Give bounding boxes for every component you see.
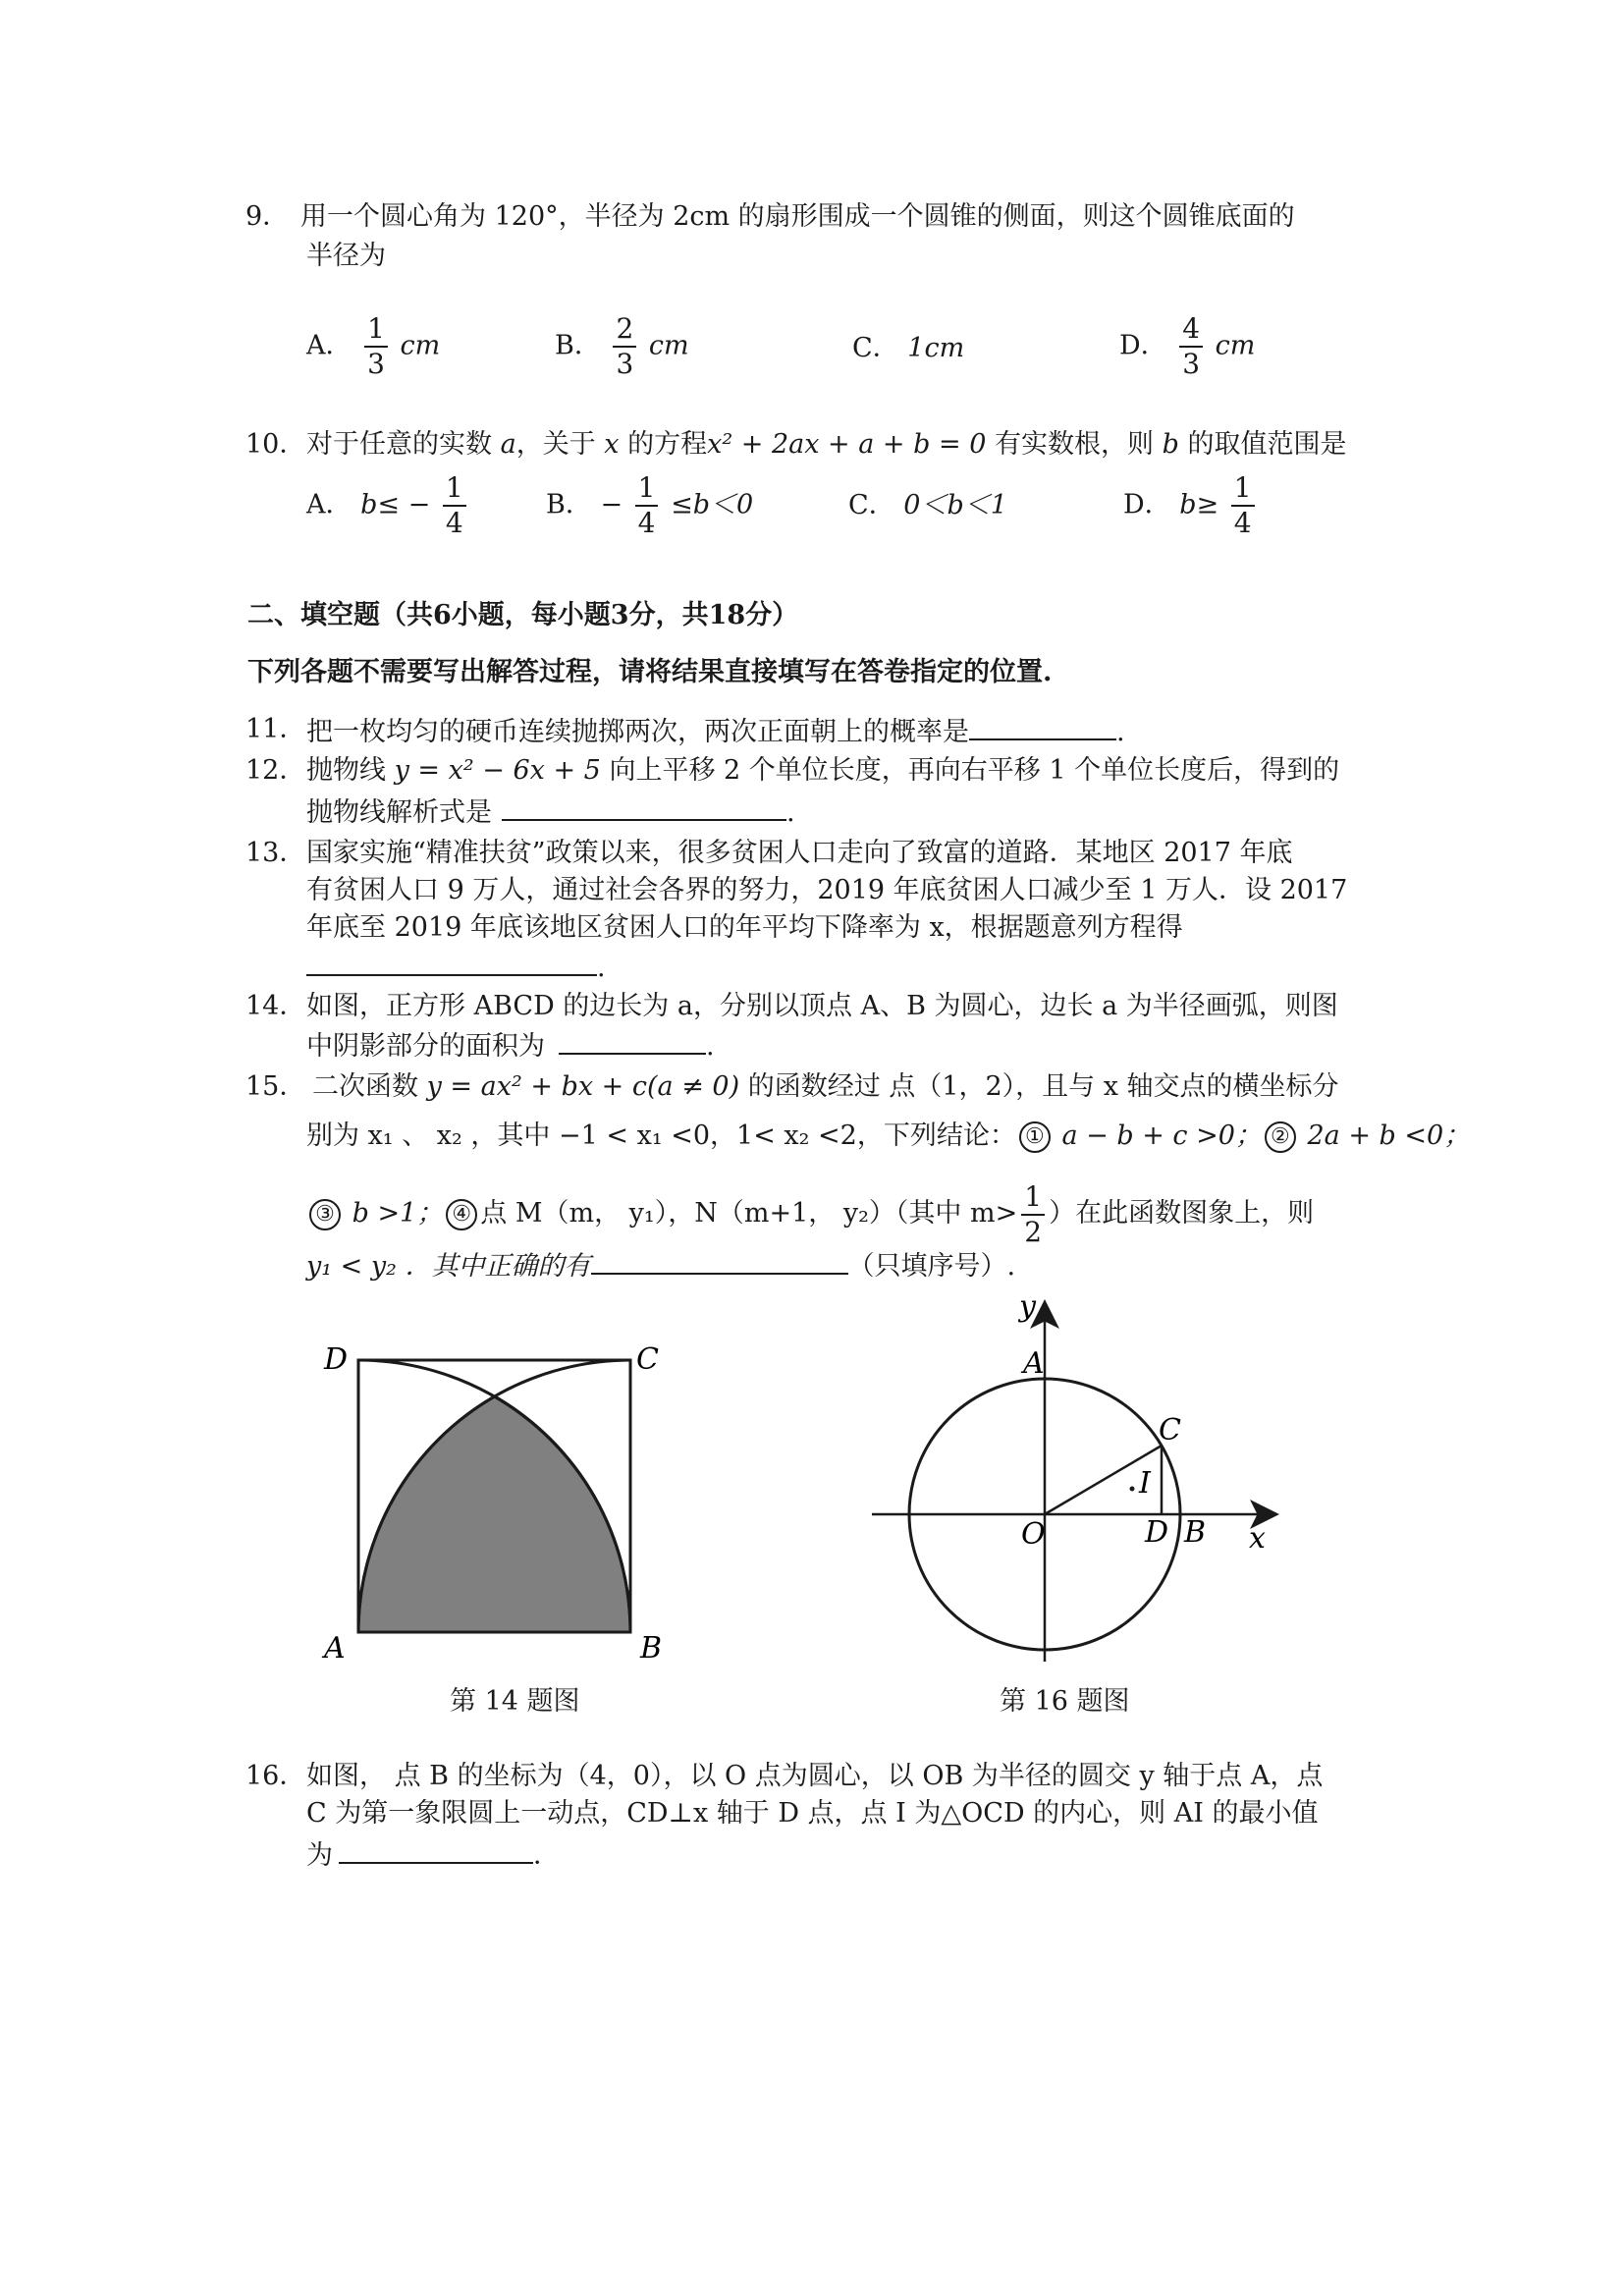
question-text: 如图，正方形 ABCD 的边长为 a，分别以顶点 A、B 为圆心，边长 a 为半径画弧，则图 (306, 991, 1338, 1021)
fraction (364, 312, 388, 381)
label-b: B (640, 1631, 663, 1666)
question-number: 11． (245, 714, 306, 744)
numerator: 1 (367, 312, 385, 345)
option-letter: B． (546, 489, 592, 520)
conclusion-marker: ④ (446, 1199, 477, 1230)
option-c[interactable] (852, 332, 964, 365)
variable: b (1162, 429, 1179, 460)
denominator: 3 (364, 346, 388, 381)
answer-blank[interactable] (591, 1247, 848, 1275)
text: 的函数经过 点（1，2），且与 x 轴交点的横坐标分 (739, 1071, 1339, 1102)
shaded-region (358, 1396, 630, 1632)
figure-14 (314, 1345, 668, 1679)
numerator: 1 (637, 471, 656, 504)
section-heading: 二、填空题（共6小题，每小题3分，共18分） (247, 600, 799, 630)
denominator: 3 (613, 346, 636, 381)
numerator: 1 (1233, 471, 1252, 504)
unit: cm (648, 330, 689, 361)
question-text: 年底至 2019 年底该地区贫困人口的年平均下降率为 x，根据题意列方程得 (306, 912, 1183, 943)
option-d[interactable] (1119, 312, 1255, 381)
conclusion-marker: ③ (309, 1199, 341, 1230)
text: 抛物线 (306, 755, 395, 786)
question-number: 14． (245, 991, 306, 1021)
text: 中阴影部分的面积为 (306, 1031, 545, 1062)
answer-blank[interactable] (969, 713, 1116, 740)
conclusion-text: 2a + b <0； (1298, 1120, 1471, 1151)
question-text (306, 1836, 560, 1873)
fraction (635, 471, 659, 540)
text: 把一枚均匀的硬币连续抛掷两次，两次正面朝上的概率是 (306, 717, 969, 747)
question-number: 13． (245, 838, 306, 868)
label-c: C (1159, 1413, 1181, 1448)
equation: y = ax² + bx + c(a ≠ 0) (426, 1071, 740, 1102)
answer-blank[interactable] (559, 1027, 706, 1055)
option-text: 0＜b＜1 (903, 490, 1007, 520)
question-text (306, 754, 1339, 788)
option-letter: A． (306, 489, 352, 520)
text: 二次函数 (312, 1071, 427, 1102)
answer-blank[interactable] (502, 793, 786, 821)
question-text (306, 1175, 1314, 1253)
numerator: 2 (616, 312, 634, 345)
label-i: I (1139, 1466, 1151, 1501)
unit: cm (400, 330, 441, 361)
option-text: b≥ (1179, 489, 1219, 520)
option-c[interactable] (848, 489, 1007, 522)
option-d[interactable] (1123, 471, 1259, 540)
text: 别为 x₁ 、 x₂ ，其中 −1 < x₁ <0，1< x₂ <2，下列结论： (306, 1120, 1016, 1151)
text: 的方程 (619, 429, 708, 460)
option-letter: C． (852, 333, 899, 363)
equation: x² + 2ax + a + b = 0 (707, 429, 987, 460)
label-c: C (636, 1345, 659, 1377)
option-text: ≤b＜0 (671, 489, 754, 520)
numerator: 1 (445, 471, 463, 504)
text: 对于任意的实数 (306, 429, 501, 460)
denominator: 2 (1021, 1214, 1045, 1249)
numerator: 1 (1024, 1179, 1043, 1213)
option-text: 1cm (907, 333, 965, 363)
figure-14-caption: 第 14 题图 (450, 1686, 580, 1717)
option-b[interactable] (555, 312, 689, 381)
equation: y = x² − 6x + 5 (394, 755, 601, 786)
text: 抛物线解析式是 (306, 797, 492, 828)
fraction (1021, 1180, 1045, 1249)
option-text: b≤ − (360, 489, 431, 520)
fraction (613, 312, 636, 381)
option-letter: D． (1123, 489, 1171, 520)
text: y₁ < y₂ ．其中正确的有 (306, 1251, 591, 1282)
label-d: D (324, 1345, 349, 1377)
numerator: 4 (1182, 312, 1201, 345)
label-a: A (1023, 1346, 1045, 1381)
text: 为 (306, 1840, 333, 1871)
label-d: D (1145, 1515, 1169, 1550)
text: . (786, 797, 795, 828)
question-text (306, 1247, 1015, 1284)
conclusion-marker: ② (1265, 1121, 1296, 1153)
option-a[interactable] (306, 312, 440, 381)
option-letter: B． (555, 330, 601, 361)
fraction (1231, 471, 1255, 540)
conclusion-text: 点 M（m， y₁），N（m+1， y₂）（其中 m> (480, 1198, 1018, 1229)
question-text (306, 793, 795, 830)
text: ）在此函数图象上，则 (1049, 1198, 1315, 1229)
text: 向上平移 2 个单位长度，再向右平移 1 个单位长度后，得到的 (600, 755, 1340, 786)
option-a[interactable] (306, 471, 470, 540)
unit: cm (1215, 330, 1256, 361)
section-instruction: 下列各题不需要写出解答过程，请将结果直接填写在答卷指定的位置. (247, 657, 1053, 687)
figure-16 (854, 1296, 1286, 1669)
fraction (1179, 312, 1203, 381)
answer-blank[interactable] (339, 1836, 533, 1864)
label-o: O (1021, 1517, 1046, 1552)
option-text: − (600, 489, 623, 520)
denominator: 4 (635, 505, 659, 540)
question-text: 用一个圆心角为 120°，半径为 2cm 的扇形围成一个圆锥的侧面，则这个圆锥底面的 (300, 201, 1295, 232)
conclusion-marker: ① (1019, 1121, 1051, 1153)
denominator: 4 (443, 505, 466, 540)
conclusion-text: a − b + c >0； (1053, 1120, 1262, 1151)
text: ，关于 (515, 429, 605, 460)
label-x: x (1249, 1521, 1266, 1556)
option-letter: D． (1119, 330, 1167, 361)
question-text: 国家实施“精准扶贫”政策以来，很多贫困人口走向了致富的道路．某地区 2017 年底 (306, 838, 1293, 868)
text: ． (533, 1840, 560, 1871)
text: . (1116, 717, 1125, 747)
conclusion-text: b >1； (344, 1198, 444, 1229)
denominator: 3 (1179, 346, 1203, 381)
incenter-point (1130, 1487, 1135, 1492)
fraction (443, 471, 466, 540)
label-y: y (1019, 1296, 1036, 1324)
question-number: 12． (245, 755, 306, 786)
figure-16-caption: 第 16 题图 (1000, 1686, 1130, 1717)
question-text (306, 1027, 715, 1064)
label-b: B (1184, 1515, 1207, 1550)
question-text: 有贫困人口 9 万人，通过社会各界的努力，2019 年底贫困人口减少至 1 万人．设 2017 (306, 875, 1348, 905)
variable: x (604, 429, 620, 460)
option-letter: C． (848, 490, 895, 520)
question-number: 16． (245, 1761, 306, 1791)
question-text: 半径为 (306, 241, 386, 271)
question-text (306, 428, 1346, 462)
question-number: 9． (245, 201, 290, 232)
variable: a (500, 429, 516, 460)
question-text: C 为第一象限圆上一动点，CD⊥x 轴于 D 点，点 I 为△OCD 的内心，则 AI 的最小值 (306, 1798, 1319, 1829)
option-letter: A． (306, 330, 352, 361)
question-text (312, 1070, 1339, 1104)
denominator: 4 (1231, 505, 1255, 540)
text: （只填序号）. (847, 1251, 1016, 1282)
text: 的取值范围是 (1178, 429, 1347, 460)
text: . (597, 953, 606, 983)
question-text (306, 1120, 1470, 1153)
question-text (306, 713, 1125, 749)
question-number: 10． (245, 429, 306, 460)
answer-blank[interactable] (306, 949, 597, 976)
option-b[interactable] (546, 471, 753, 540)
text: . (706, 1031, 715, 1062)
question-text: 如图， 点 B 的坐标为（4，0），以 O 点为圆心，以 OB 为半径的圆交 y 轴于点 A，点 (306, 1761, 1324, 1791)
answer-line (306, 949, 606, 985)
text: 有实数根，则 (986, 429, 1163, 460)
question-number: 15． (245, 1071, 306, 1102)
label-a: A (324, 1631, 346, 1666)
